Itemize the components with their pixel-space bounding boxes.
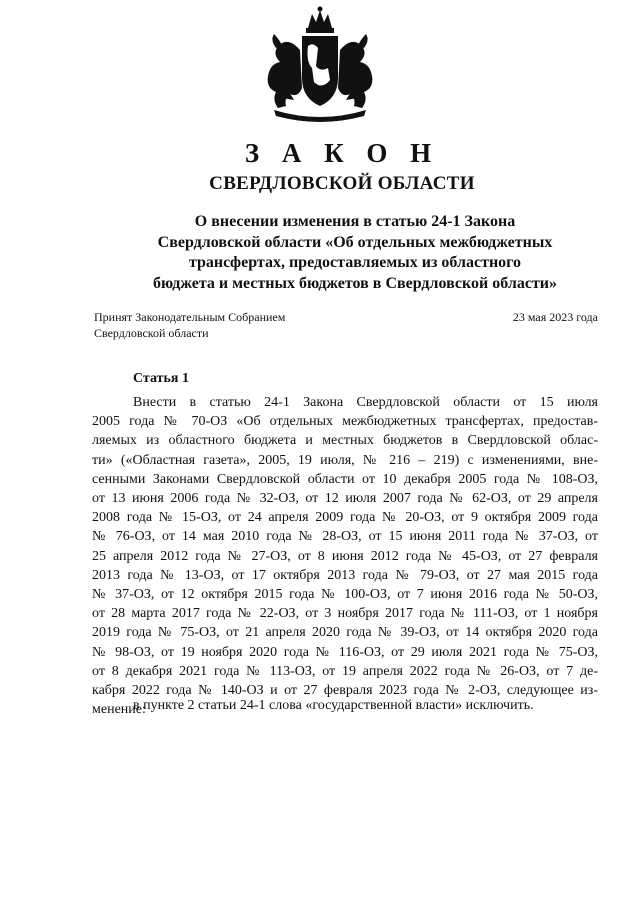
body-line: 2013 года № 13-ОЗ, от 17 октября 2013 года № 79-ОЗ, от 27 мая 2015 года bbox=[92, 567, 598, 583]
body-line: от 8 декабря 2021 года № 113-ОЗ, от 19 апреля 2022 года № 26-ОЗ, от 7 де- bbox=[92, 663, 598, 679]
amendment-clause: в пункте 2 статьи 24-1 слова «государственной власти» исключить. bbox=[133, 698, 534, 713]
article-body bbox=[92, 393, 598, 719]
body-line: ти» («Областная газета», 2005, 19 июля, № 216 – 219) с изменениями, вне- bbox=[92, 452, 598, 468]
subject-line: О внесении изменения в статью 24-1 Закона bbox=[194, 213, 516, 230]
article-heading: Статья 1 bbox=[133, 371, 189, 386]
body-line: Внести в статью 24-1 Закона Свердловской области от 15 июля bbox=[133, 395, 598, 410]
body-line: от 13 июня 2006 года № 32-ОЗ, от 12 июля 2007 года № 62-ОЗ, от 29 апреля bbox=[92, 491, 598, 507]
body-line: менение: bbox=[92, 702, 146, 718]
body-line: № 76-ОЗ, от 14 мая 2010 года № 28-ОЗ, от 15 июня 2011 года № 37-ОЗ, от bbox=[92, 529, 598, 545]
adoption-line: Принят Законодательным Собранием bbox=[94, 310, 286, 324]
body-line: 2019 года № 75-ОЗ, от 21 апреля 2020 года № 39-ОЗ, от 14 октября 2020 года bbox=[92, 625, 598, 641]
subject-line: бюджета и местных бюджетов в Свердловской области» bbox=[152, 274, 558, 292]
subject-line: трансфертах, предоставляемых из областного bbox=[188, 254, 522, 271]
coat-of-arms-emblem bbox=[258, 6, 382, 128]
body-line: № 37-ОЗ, от 12 октября 2015 года № 100-ОЗ, от 7 июня 2016 года № 50-ОЗ, bbox=[92, 587, 598, 603]
law-subject bbox=[118, 212, 592, 294]
adoption-date: 23 мая 2023 года bbox=[512, 310, 598, 324]
body-line: 2008 года № 15-ОЗ, от 24 апреля 2009 года № 20-ОЗ, от 9 октября 2009 года bbox=[92, 510, 598, 526]
body-line: 25 апреля 2012 года № 27-ОЗ, от 8 июня 2012 года № 45-ОЗ, от 27 февраля bbox=[92, 548, 598, 564]
body-line: № 98-ОЗ, от 19 ноября 2020 года № 116-ОЗ, от 29 июля 2021 года № 75-ОЗ, bbox=[92, 644, 598, 660]
body-line: 2005 года № 70-ОЗ «Об отдельных межбюджетных трансфертах, предостав- bbox=[92, 414, 598, 430]
subject-line: Свердловской области «Об отдельных межбюджетных bbox=[157, 233, 553, 251]
adoption-body bbox=[94, 309, 285, 341]
body-line: ляемых из областного бюджета и местных бюджетов в Свердловской облас- bbox=[92, 433, 598, 449]
law-title: З А К О Н bbox=[244, 138, 440, 168]
adoption-line: Свердловской области bbox=[94, 326, 209, 340]
region-title: СВЕРДЛОВСКОЙ ОБЛАСТИ bbox=[209, 173, 475, 194]
body-line: от 28 марта 2017 года № 22-ОЗ, от 3 ноября 2017 года № 111-ОЗ, от 1 ноября bbox=[92, 606, 598, 622]
body-line: кабря 2022 года № 140-ОЗ и от 27 февраля 2023 года № 2-ОЗ, следующее из- bbox=[92, 683, 598, 699]
body-line: сенными Законами Свердловской области от 10 декабря 2005 года № 108-ОЗ, bbox=[92, 471, 598, 487]
